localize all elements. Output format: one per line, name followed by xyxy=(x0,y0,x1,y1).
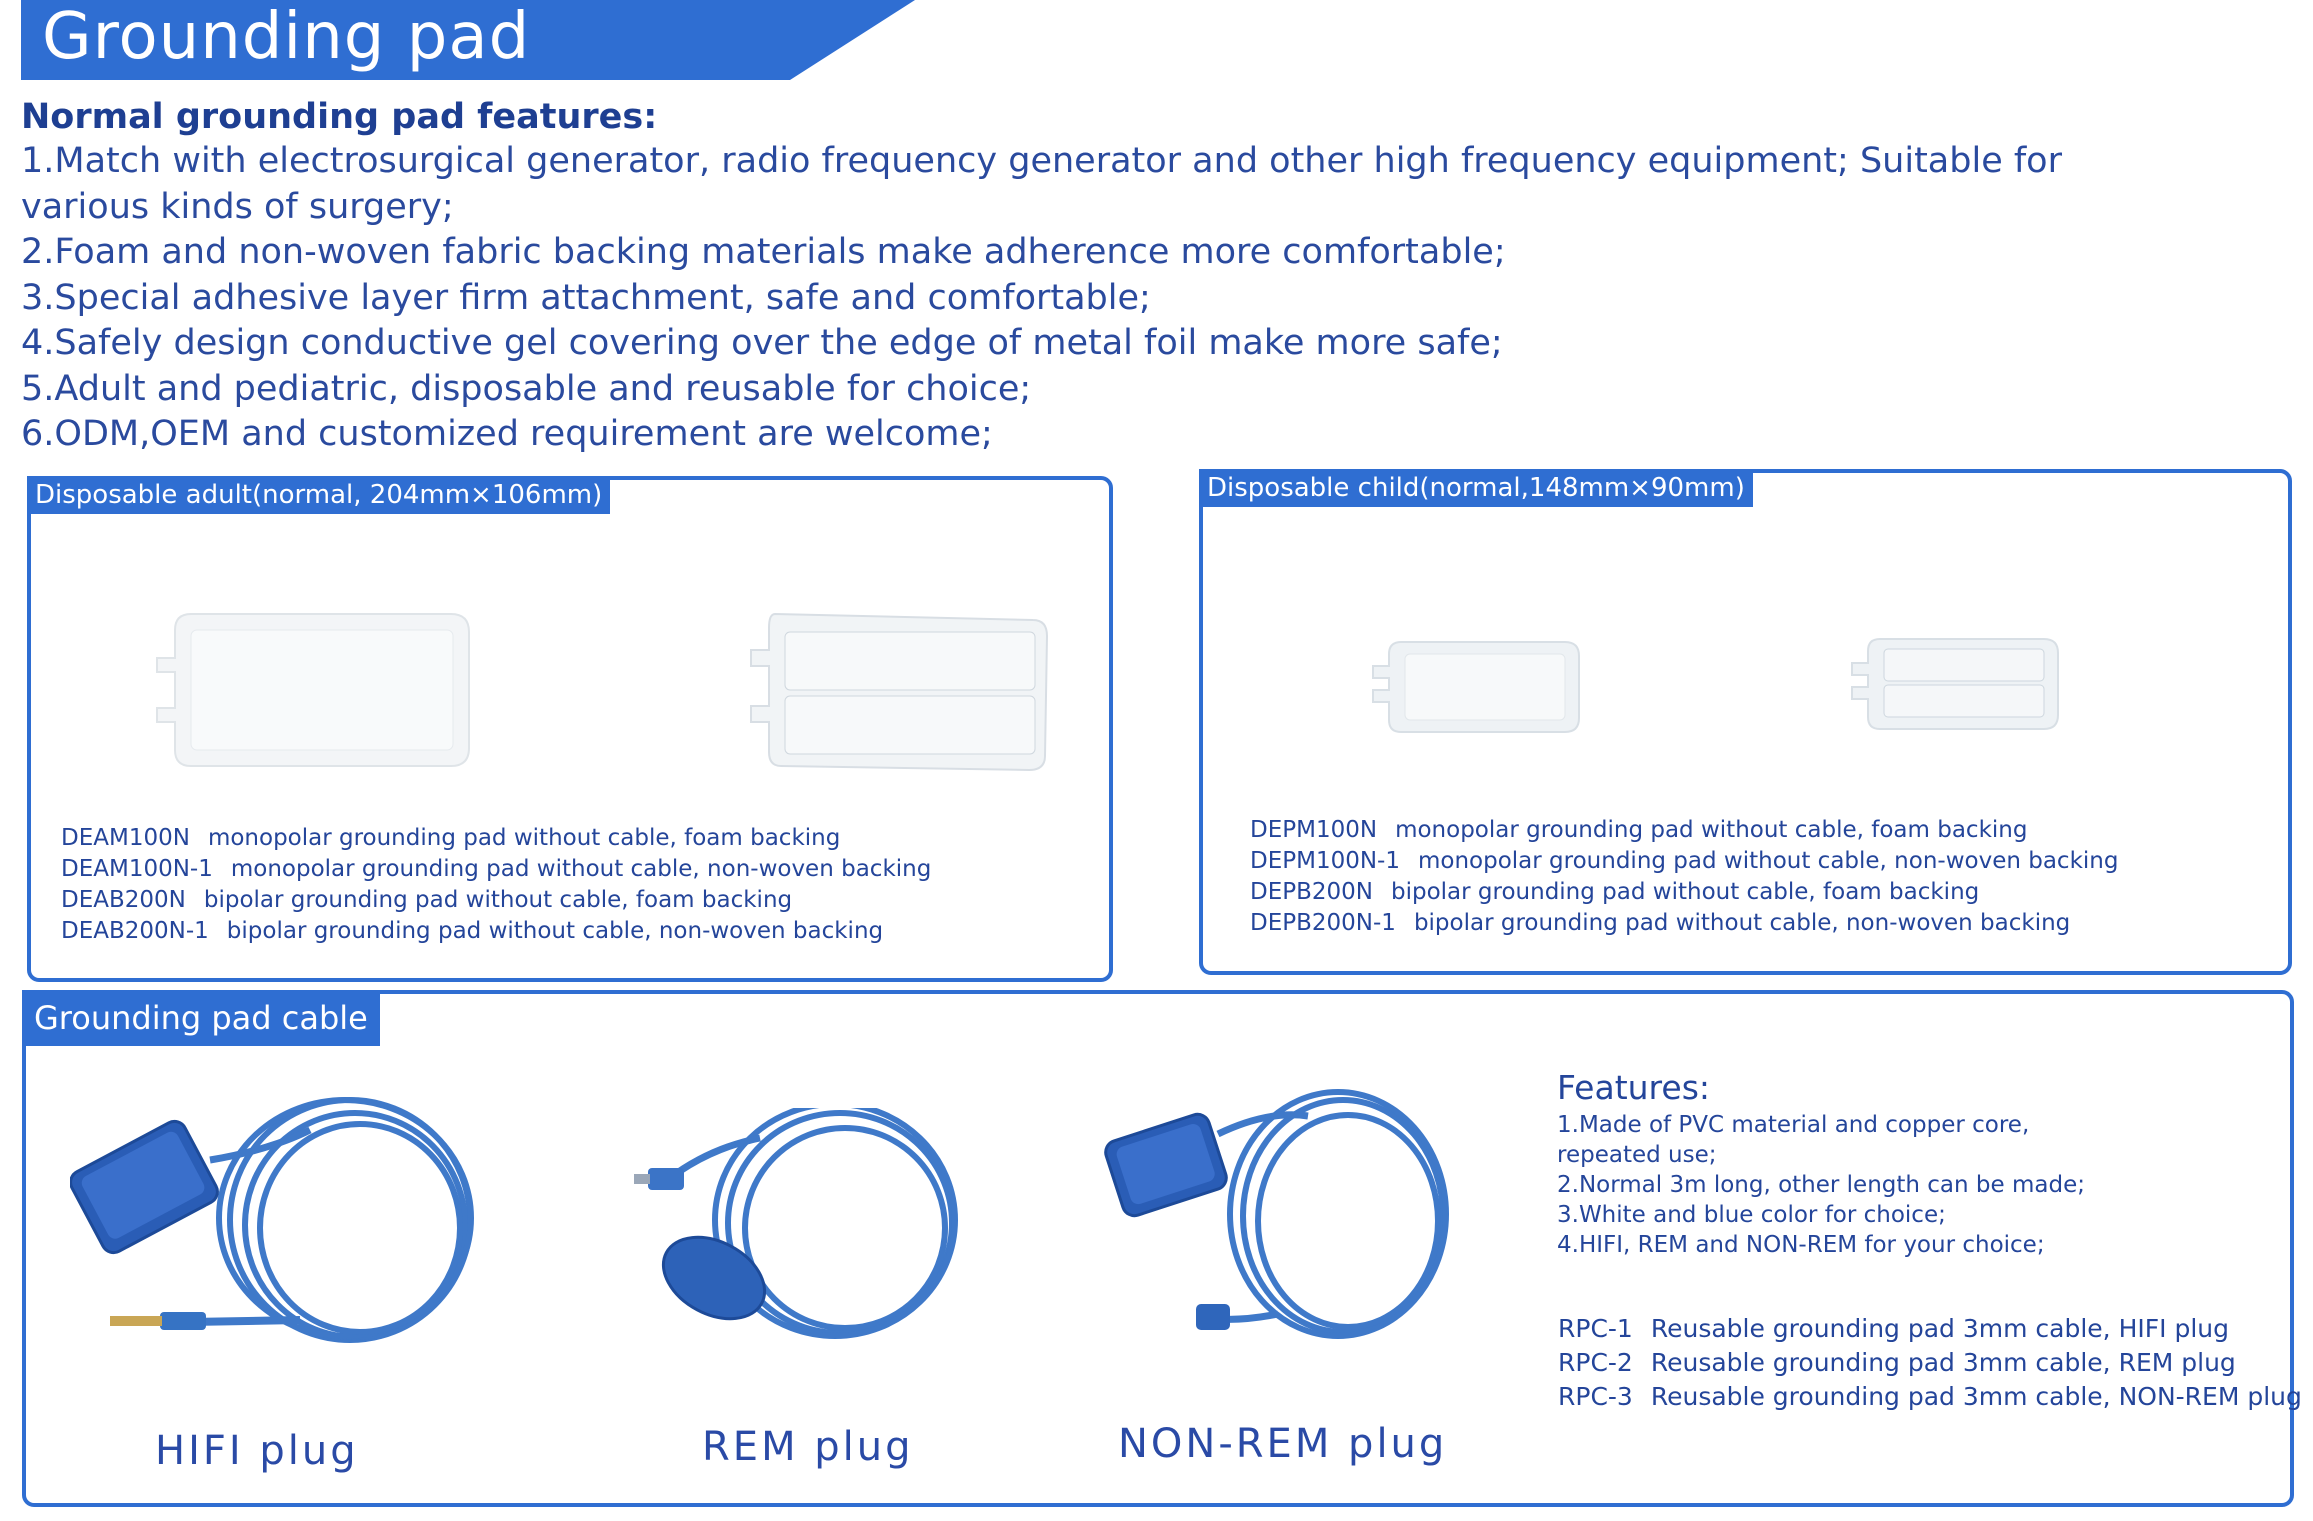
cable-features xyxy=(1557,1068,2085,1260)
product-code: DEPB200N xyxy=(1250,879,1373,905)
product-code: DEAB200N-1 xyxy=(61,918,209,944)
title-banner xyxy=(0,0,920,82)
product-code: DEAM100N xyxy=(61,825,190,851)
product-row xyxy=(1250,877,2118,908)
product-desc: bipolar grounding pad without cable, non-woven backing xyxy=(1413,910,2071,936)
product-desc: bipolar grounding pad without cable, foam backing xyxy=(1391,879,1980,905)
page-title: Grounding pad xyxy=(42,0,531,74)
cable-feature-item: 1.Made of PVC material and copper core, xyxy=(1557,1112,2030,1138)
child-box-tab: Disposable child(normal,148mm×90mm) xyxy=(1199,469,1753,507)
non-rem-cable-image xyxy=(1098,1086,1458,1356)
product-desc: monopolar grounding pad without cable, non-woven backing xyxy=(1418,848,2119,874)
product-desc: bipolar grounding pad without cable, non-woven backing xyxy=(226,918,884,944)
product-code: DEAM100N-1 xyxy=(61,856,213,882)
product-desc: Reusable grounding pad 3mm cable, NON-REM plug xyxy=(1650,1382,2302,1411)
product-code: RPC-3 xyxy=(1558,1382,1633,1411)
product-code: DEAB200N xyxy=(61,887,186,913)
child-product-list xyxy=(1250,815,2118,939)
cable-feature-item: repeated use; xyxy=(1557,1142,1717,1168)
feature-item: 5.Adult and pediatric, disposable and reusable for choice; xyxy=(21,368,1032,409)
rem-cable-image xyxy=(630,1108,980,1358)
product-desc: bipolar grounding pad without cable, foam backing xyxy=(203,887,793,913)
cable-features-heading: Features: xyxy=(1557,1068,1711,1107)
product-desc: Reusable grounding pad 3mm cable, HIFI plug xyxy=(1650,1314,2229,1343)
product-desc: monopolar grounding pad without cable, foam backing xyxy=(1395,817,2028,843)
product-code: DEPM100N xyxy=(1250,817,1378,843)
feature-item: 2.Foam and non-woven fabric backing materials make adherence more comfortable; xyxy=(21,232,1506,272)
hifi-plug-label: HIFI plug xyxy=(155,1428,359,1474)
product-code: RPC-2 xyxy=(1558,1348,1633,1377)
product-row xyxy=(1558,1346,2302,1380)
product-code: DEPM100N-1 xyxy=(1250,848,1400,874)
feature-item: 3.Special adhesive layer firm attachment, safe and comfortable; xyxy=(21,277,1151,318)
product-desc: monopolar grounding pad without cable, non-woven backing xyxy=(230,856,932,882)
bipolar-child-pad-image xyxy=(1844,633,2064,733)
product-desc: monopolar grounding pad without cable, foam backing xyxy=(207,825,841,851)
product-desc: Reusable grounding pad 3mm cable, REM plug xyxy=(1650,1348,2236,1377)
feature-item: 4.Safely design conductive gel covering over the edge of metal foil make more safe; xyxy=(21,323,1503,363)
product-row xyxy=(1558,1312,2302,1346)
bipolar-pad-image xyxy=(745,606,1055,774)
hifi-cable-image xyxy=(70,1090,490,1390)
adult-box-tab: Disposable adult(normal, 204mm×106mm) xyxy=(27,476,610,514)
product-row xyxy=(61,885,931,916)
non-rem-plug-label: NON-REM plug xyxy=(1118,1421,1448,1467)
product-row xyxy=(1250,846,2118,877)
features-section xyxy=(21,95,2271,458)
feature-item: 1.Match with electrosurgical generator, radio frequency generator and other high frequency equipment; Suitable for xyxy=(21,141,2062,181)
cable-feature-item: 2.Normal 3m long, other length can be made; xyxy=(1557,1172,2085,1198)
monopolar-pad-image xyxy=(151,610,481,770)
product-row xyxy=(1250,908,2118,939)
product-row xyxy=(61,854,931,885)
cable-feature-item: 4.HIFI, REM and NON-REM for your choice; xyxy=(1557,1232,2045,1258)
features-heading: Normal grounding pad features: xyxy=(21,97,658,137)
monopolar-child-pad-image xyxy=(1365,636,1585,736)
product-row xyxy=(1250,815,2118,846)
rem-plug-label: REM plug xyxy=(702,1424,914,1470)
child-pad-box xyxy=(1199,469,2292,975)
cable-box-tab: Grounding pad cable xyxy=(22,990,380,1046)
feature-item: various kinds of surgery; xyxy=(21,186,454,227)
cable-feature-item: 3.White and blue color for choice; xyxy=(1557,1202,1946,1228)
product-code: RPC-1 xyxy=(1558,1314,1633,1343)
product-row xyxy=(1558,1380,2302,1414)
feature-item: 6.ODM,OEM and customized requirement are welcome; xyxy=(21,414,993,454)
adult-pad-box xyxy=(27,476,1113,982)
product-row xyxy=(61,916,931,947)
product-code: DEPB200N-1 xyxy=(1250,910,1396,936)
product-row xyxy=(61,823,931,854)
adult-product-list xyxy=(61,823,931,947)
cable-product-list xyxy=(1558,1312,2302,1414)
